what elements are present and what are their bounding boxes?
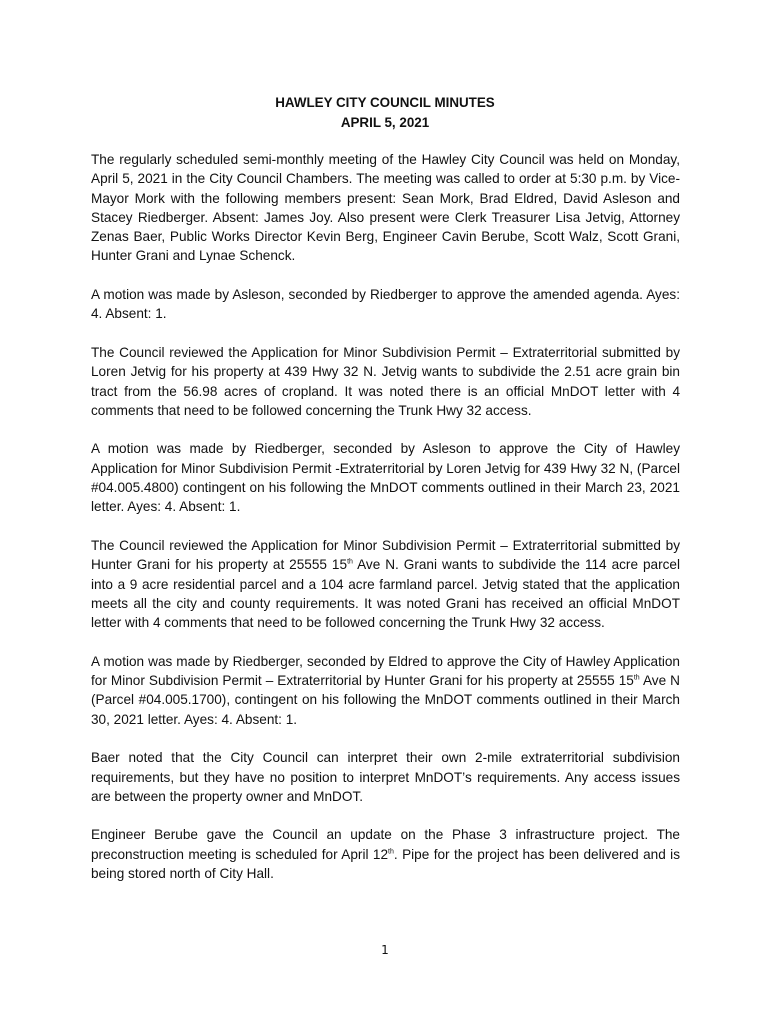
paragraph-text-part: . Pipe for the project has been delivered and is being stored north of City Hall. xyxy=(91,846,680,881)
paragraph-text-part: A motion was made by Riedberger, seconded by Eldred to approve the City of Hawley Application for Minor Subdivision Permit – Extraterritorial by Hunter Grani for his property at 25555 15 xyxy=(91,653,680,689)
ordinal-suffix: th xyxy=(633,674,640,682)
paragraph-text-part: The Council reviewed the Application for Minor Subdivision Permit – Extraterritorial submitted by Hunter Grani for his property at 25555 15 xyxy=(91,537,680,573)
paragraph-agenda-motion: A motion was made by Asleson, seconded by Riedberger to approve the amended agenda. Ayes: 4. Absent: 1. xyxy=(91,287,680,322)
paragraph-grani-review xyxy=(91,536,680,632)
page-number: 1 xyxy=(381,943,389,957)
minutes-body xyxy=(91,150,680,903)
paragraph-text-part: Ave N. Grani wants to subdivide the 114 acre parcel into a 9 acre residential parcel and a 104 acre farmland parcel. Jetvig stated that the application meets all the city and county requirements. It was noted Grani has received an official MnDOT letter with 4 comments that need to be followed concerning the Trunk Hwy 32 access. xyxy=(91,557,680,631)
ordinal-suffix: th xyxy=(388,848,394,856)
ordinal-suffix: th xyxy=(347,558,353,566)
document-title: HAWLEY CITY COUNCIL MINUTES xyxy=(275,95,495,110)
paragraph-baer-note: Baer noted that the City Council can interpret their own 2-mile extraterritorial subdivision requirements, but they have no position to interpret MnDOT’s requirements. Any access issues are between the property owner and MnDOT. xyxy=(91,750,680,804)
paragraph-jetvig-motion: A motion was made by Riedberger, seconded by Asleson to approve the City of Hawley Application for Minor Subdivision Permit -Extraterritorial by Loren Jetvig for 439 Hwy 32 N, (Parcel #04.005.4800) contingent on his following the MnDOT comments outlined in their March 23, 2021 letter. Ayes: 4. Absent: 1. xyxy=(91,441,680,515)
paragraph-berube-update xyxy=(91,825,680,883)
paragraph-text-part: Engineer Berube gave the Council an update on the Phase 3 infrastructure project. The preconstruction meeting is scheduled for April 12 xyxy=(91,827,680,862)
paragraph-text-part: Ave N (Parcel #04.005.1700), contingent on his following the MnDOT comments outlined in their March 30, 2021 letter. Ayes: 4. Absent: 1. xyxy=(91,673,680,727)
paragraph-grani-motion xyxy=(91,652,680,729)
document-header xyxy=(0,93,770,133)
paragraph-jetvig-review: The Council reviewed the Application for Minor Subdivision Permit – Extraterritorial submitted by Loren Jetvig for his property at 439 Hwy 32 N. Jetvig wants to subdivide the 2.51 acre grain bin tract from the 56.98 acres of cropland. It was noted there is an official MnDOT letter with 4 comments that need to be followed concerning the Trunk Hwy 32 access. xyxy=(91,344,680,418)
meeting-date: APRIL 5, 2021 xyxy=(340,115,430,130)
paragraph-call-to-order: The regularly scheduled semi-monthly meeting of the Hawley City Council was held on Monday, April 5, 2021 in the City Council Chambers. The meeting was called to order at 5:30 p.m. by Vice-Mayor Mork with the following members present: Sean Mork, Brad Eldred, David Asleson and Stacey Riedberger. Absent: James Joy. Also present were Clerk Treasurer Lisa Jetvig, Attorney Zenas Baer, Public Works Director Kevin Berg, Engineer Cavin Berube, Scott Walz, Scott Grani, Hunter Grani and Lynae Schenck. xyxy=(91,152,680,264)
